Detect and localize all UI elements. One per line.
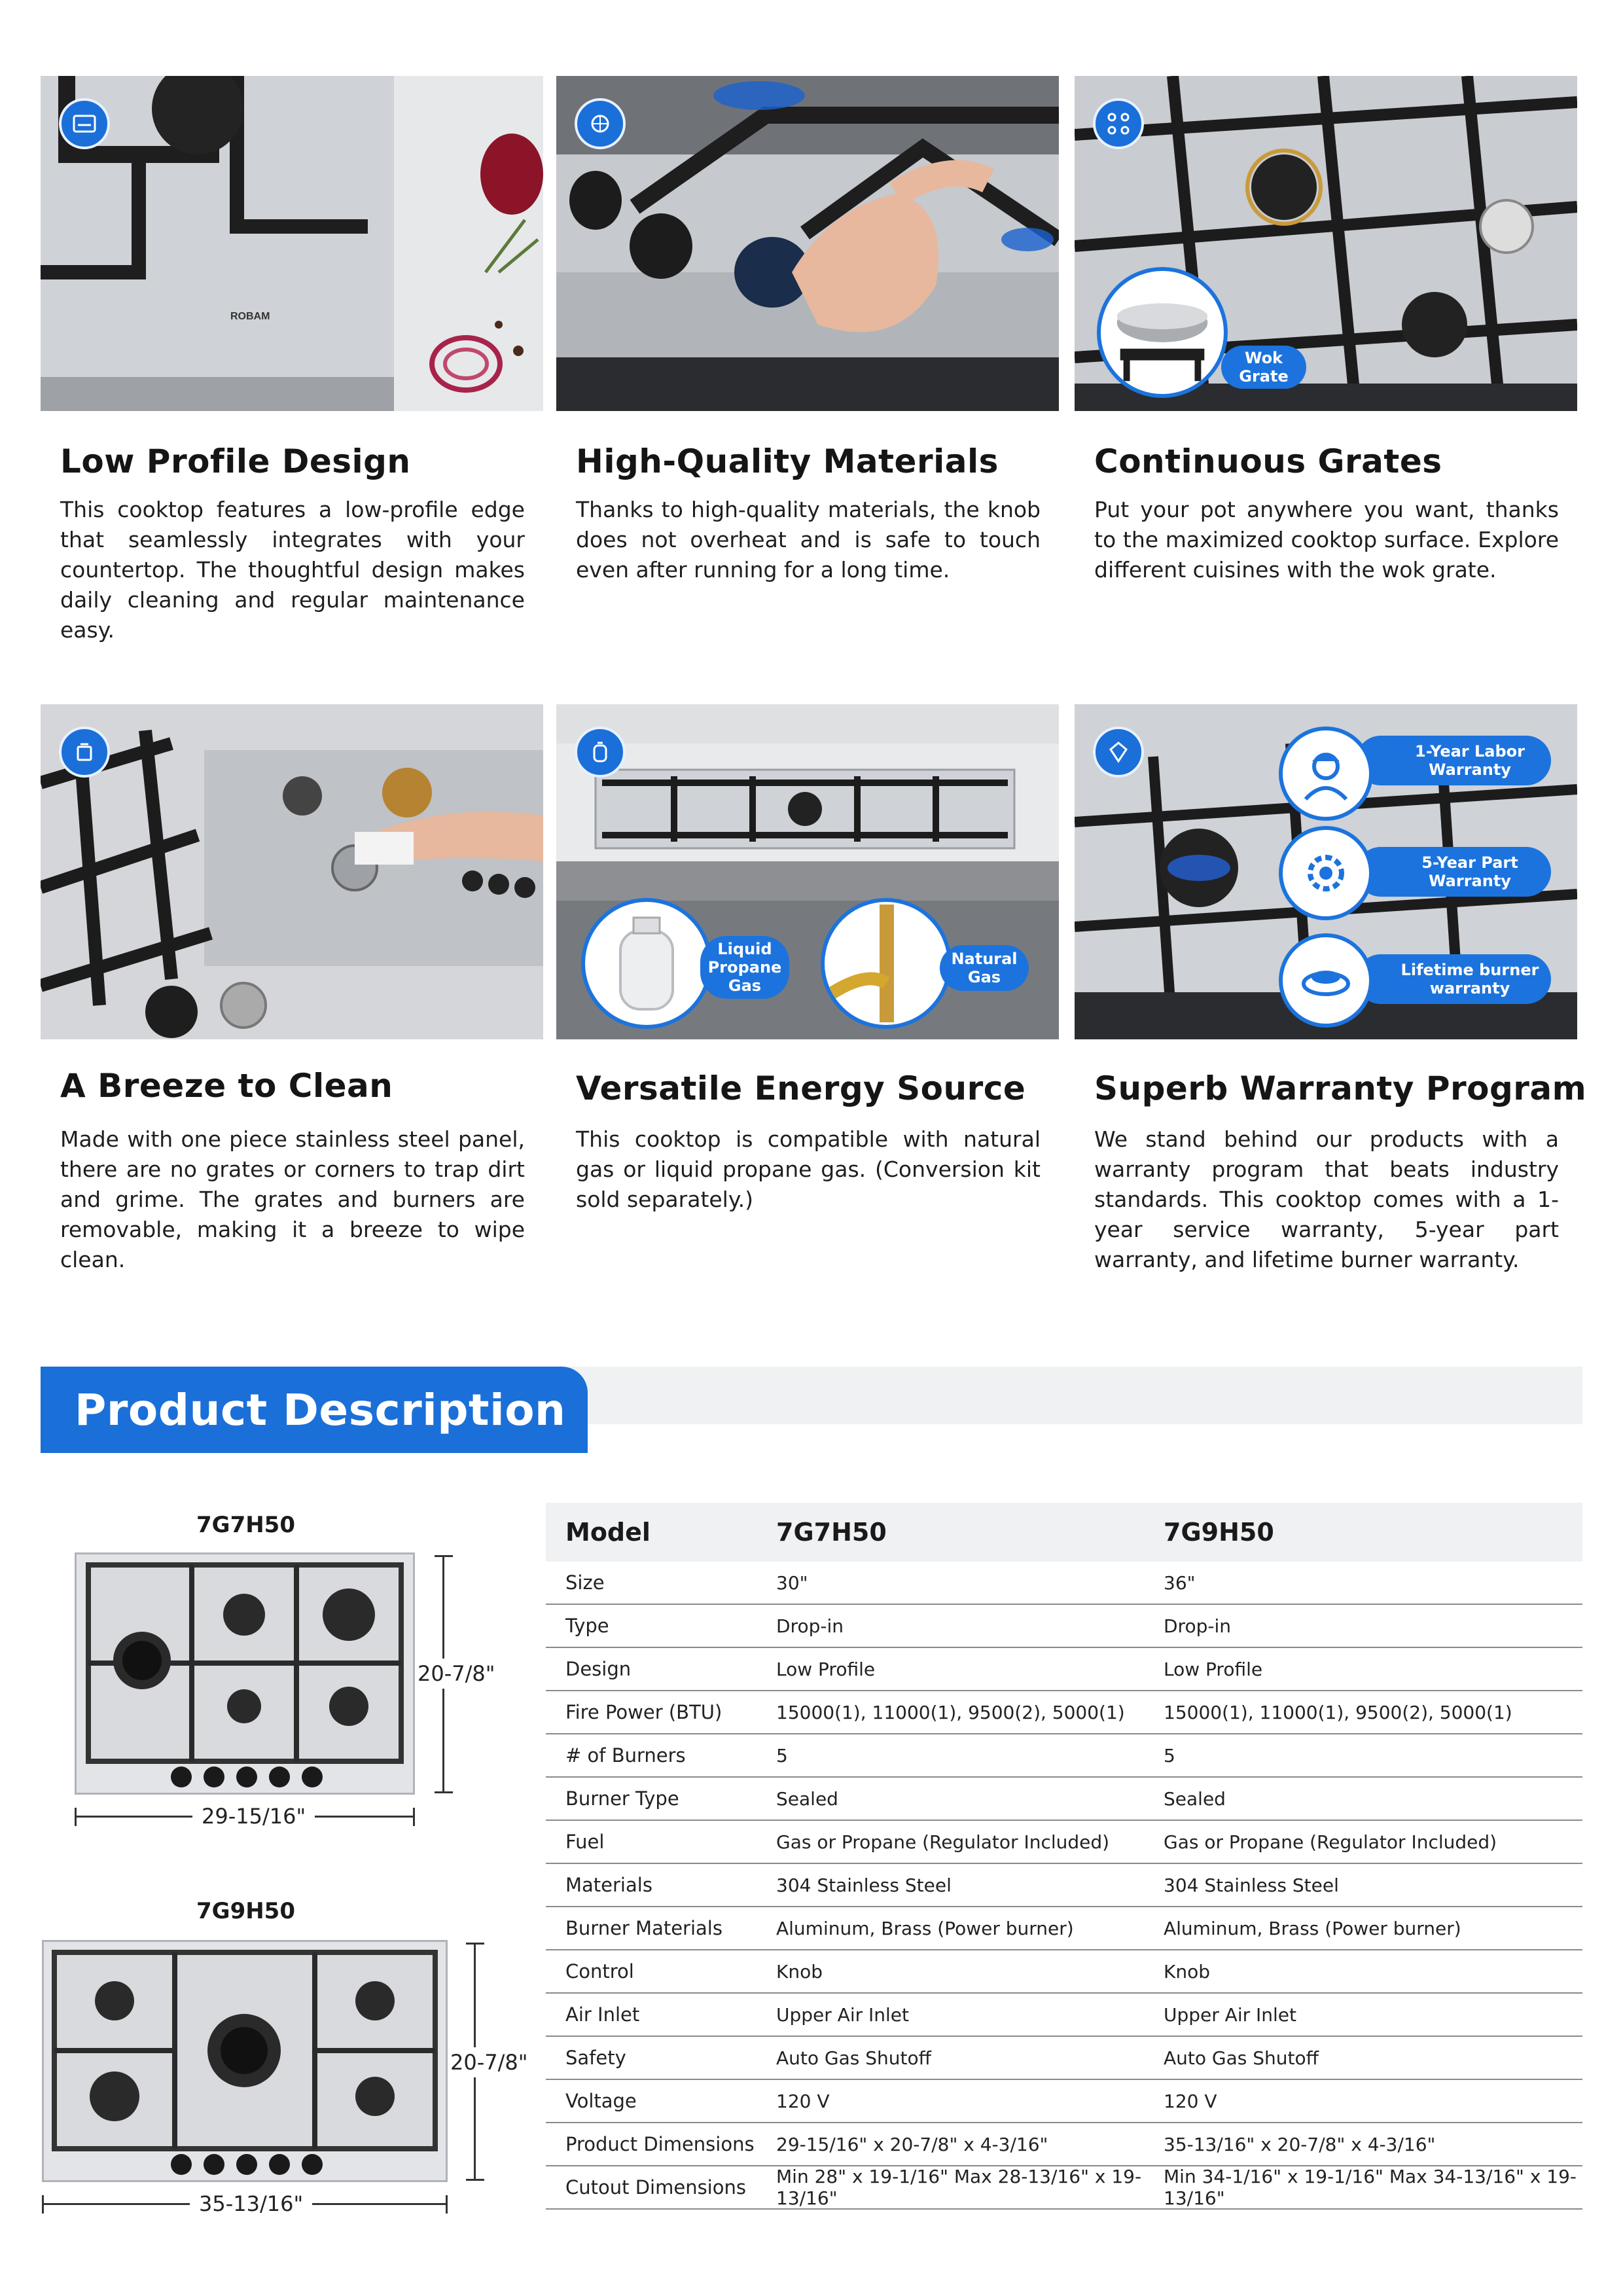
depth-dimension-tick xyxy=(435,1791,453,1793)
width-dimension-label: 35-13/16" xyxy=(190,2190,312,2217)
spec-value-cell: 15000(1), 11000(1), 9500(2), 5000(1) xyxy=(776,1701,1125,1723)
depth-dimension-tick xyxy=(466,2179,484,2181)
spec-value-cell: Auto Gas Shutoff xyxy=(776,2047,931,2069)
spec-value-cell: Sealed xyxy=(1164,1787,1226,1810)
spec-value-cell: Knob xyxy=(776,1960,823,1982)
natural-gas-circle xyxy=(821,898,952,1029)
spec-value-cell: Gas or Propane (Regulator Included) xyxy=(776,1831,1110,1853)
part-warranty-label: 5-Year Part Warranty xyxy=(1356,847,1551,897)
energy-icon xyxy=(575,726,626,778)
table-row xyxy=(546,2123,1582,2166)
feature-text: This cooktop features a low-profile edge that seamlessly integrates with your countertop. The thoughtful design makes daily cleaning and regular maintenance easy. xyxy=(60,497,525,643)
wok-grate-circle xyxy=(1097,267,1228,398)
feature-energy xyxy=(556,704,1059,1212)
table-row xyxy=(546,1950,1582,1994)
burner-warranty-icon xyxy=(1279,933,1373,1028)
spec-value-cell: Min 34-1/16" x 19-1/16" Max 34-13/16" x 19-13/16" xyxy=(1164,2166,1577,2209)
feature-text: Put your pot anywhere you want, thanks to the maximized cooktop surface. Explore different cuisines with the wok grate. xyxy=(1094,497,1559,583)
feature-title: Low Profile Design xyxy=(60,442,411,480)
cooktop-diagram-36 xyxy=(42,1940,448,2182)
header-cell: Model xyxy=(565,1518,651,1547)
spec-value-cell: 304 Stainless Steel xyxy=(776,1874,952,1896)
spec-label-cell: Air Inlet xyxy=(565,2003,640,2026)
spec-label-cell: Voltage xyxy=(565,2090,637,2112)
width-dimension-label: 29-15/16" xyxy=(192,1803,315,1830)
table-row xyxy=(546,1907,1582,1950)
propane-tank-circle xyxy=(581,898,712,1029)
low-profile-icon xyxy=(59,98,110,149)
feature-low-profile xyxy=(41,76,543,643)
spec-label-cell: Cutout Dimensions xyxy=(565,2176,746,2198)
spec-value-cell: 30" xyxy=(776,1571,808,1594)
width-dimension-tick xyxy=(413,1808,415,1826)
labor-warranty-icon xyxy=(1279,726,1373,821)
table-row xyxy=(546,1821,1582,1864)
spec-label-cell: Safety xyxy=(565,2047,626,2069)
warranty-icon xyxy=(1093,726,1144,778)
spec-value-cell: 120 V xyxy=(1164,2090,1217,2112)
feature-title: A Breeze to Clean xyxy=(60,1067,393,1105)
wok-grate-label: Wok Grate xyxy=(1221,346,1306,389)
spec-value-cell: Upper Air Inlet xyxy=(776,2003,910,2026)
spec-value-cell: Gas or Propane (Regulator Included) xyxy=(1164,1831,1497,1853)
spec-value-cell: 5 xyxy=(1164,1744,1175,1767)
spec-value-cell: 5 xyxy=(776,1744,788,1767)
table-row xyxy=(546,1994,1582,2037)
depth-dimension-tick xyxy=(435,1555,453,1557)
spec-label-cell: # of Burners xyxy=(565,1744,686,1767)
spec-value-cell: 36" xyxy=(1164,1571,1196,1594)
depth-dimension-label: 20-7/8" xyxy=(449,2047,529,2077)
spec-value-cell: Sealed xyxy=(776,1787,838,1810)
feature-grates xyxy=(1075,76,1577,583)
spec-value-cell: Low Profile xyxy=(776,1658,876,1680)
spec-table-body xyxy=(546,1562,1582,2210)
table-row xyxy=(546,2037,1582,2080)
table-row xyxy=(546,2080,1582,2123)
table-row xyxy=(546,1648,1582,1691)
materials-photo xyxy=(556,76,1059,411)
materials-icon xyxy=(575,98,626,149)
spec-value-cell: 120 V xyxy=(776,2090,830,2112)
table-row xyxy=(546,2166,1582,2210)
feature-title: High-Quality Materials xyxy=(576,442,999,480)
feature-warranty xyxy=(1075,704,1587,1272)
spec-value-cell: Min 28" x 19-1/16" Max 28-13/16" x 19-13/16" xyxy=(776,2166,1142,2209)
spec-value-cell: Drop-in xyxy=(776,1615,844,1637)
spec-value-cell: Auto Gas Shutoff xyxy=(1164,2047,1319,2069)
width-dimension-tick xyxy=(446,2195,448,2214)
spec-value-cell: 35-13/16" x 20-7/8" x 4-3/16" xyxy=(1164,2133,1436,2155)
spec-value-cell: Aluminum, Brass (Power burner) xyxy=(776,1917,1074,1939)
spec-value-cell: 304 Stainless Steel xyxy=(1164,1874,1339,1896)
propane-label: Liquid Propane Gas xyxy=(700,936,789,999)
spec-label-cell: Burner Type xyxy=(565,1787,679,1810)
robam-brand-text: ROBAM xyxy=(230,311,270,322)
spec-label-cell: Size xyxy=(565,1571,605,1594)
feature-text: Made with one piece stainless steel panel, there are no grates or corners to trap dirt and grime. The grates and burners are removable, making it a breeze to wipe clean. xyxy=(60,1126,525,1272)
spec-table-header xyxy=(546,1503,1582,1562)
depth-dimension-tick xyxy=(466,1943,484,1945)
part-warranty-icon xyxy=(1279,826,1373,920)
spec-label-cell: Design xyxy=(565,1658,632,1680)
header-cell: 7G9H50 xyxy=(1164,1518,1274,1547)
feature-text: Thanks to high-quality materials, the knob does not overheat and is safe to touch even after running for a long time. xyxy=(576,497,1041,583)
feature-text: This cooktop is compatible with natural gas or liquid propane gas. (Conversion kit sold separately.) xyxy=(576,1126,1041,1212)
feature-title: Continuous Grates xyxy=(1094,442,1442,480)
table-row xyxy=(546,1605,1582,1648)
spec-label-cell: Product Dimensions xyxy=(565,2133,755,2155)
spec-label-cell: Materials xyxy=(565,1874,652,1896)
burner-warranty-label: Lifetime burner warranty xyxy=(1356,954,1551,1004)
section-title: Product Description xyxy=(75,1385,566,1435)
spec-value-cell: Low Profile xyxy=(1164,1658,1263,1680)
spec-table xyxy=(546,1503,1582,2210)
cooktop-diagram-30 xyxy=(75,1552,415,1795)
feature-title: Superb Warranty Program xyxy=(1094,1069,1587,1107)
grates-icon xyxy=(1093,98,1144,149)
table-row xyxy=(546,1864,1582,1907)
header-cell: 7G7H50 xyxy=(776,1518,887,1547)
spec-label-cell: Burner Materials xyxy=(565,1917,722,1939)
spec-label-cell: Type xyxy=(565,1615,609,1637)
energy-photo xyxy=(556,704,1059,1039)
table-row xyxy=(546,1778,1582,1821)
section-header-tab xyxy=(41,1367,588,1453)
diagram-model-label: 7G7H50 xyxy=(196,1512,295,1538)
grates-photo xyxy=(1075,76,1577,411)
table-row xyxy=(546,1691,1582,1734)
spec-value-cell: Knob xyxy=(1164,1960,1211,1982)
spec-value-cell: 29-15/16" x 20-7/8" x 4-3/16" xyxy=(776,2133,1048,2155)
spec-label-cell: Control xyxy=(565,1960,634,1982)
spec-value-cell: Aluminum, Brass (Power burner) xyxy=(1164,1917,1461,1939)
depth-dimension-label: 20-7/8" xyxy=(416,1659,496,1689)
width-dimension-tick xyxy=(42,2195,44,2214)
labor-warranty-label: 1-Year Labor Warranty xyxy=(1356,736,1551,785)
clean-icon xyxy=(59,726,110,778)
width-dimension-tick xyxy=(75,1808,77,1826)
table-row xyxy=(546,1734,1582,1778)
spec-label-cell: Fuel xyxy=(565,1831,605,1853)
spec-value-cell: Drop-in xyxy=(1164,1615,1231,1637)
feature-title: Versatile Energy Source xyxy=(576,1069,1026,1107)
spec-label-cell: Fire Power (BTU) xyxy=(565,1701,722,1723)
spec-value-cell: Upper Air Inlet xyxy=(1164,2003,1297,2026)
feature-materials xyxy=(556,76,1059,583)
natural-gas-label: Natural Gas xyxy=(940,945,1029,991)
clean-photo xyxy=(41,704,543,1039)
spec-value-cell: 15000(1), 11000(1), 9500(2), 5000(1) xyxy=(1164,1701,1512,1723)
feature-text: We stand behind our products with a warranty program that beats industry standards. This cooktop comes with a 1-year service warranty, 5-year part warranty, and lifetime burner warranty. xyxy=(1094,1126,1559,1272)
diagram-model-label: 7G9H50 xyxy=(196,1898,295,1924)
low-profile-photo xyxy=(41,76,543,411)
table-row xyxy=(546,1562,1582,1605)
warranty-photo xyxy=(1075,704,1577,1039)
feature-clean xyxy=(41,704,543,1272)
